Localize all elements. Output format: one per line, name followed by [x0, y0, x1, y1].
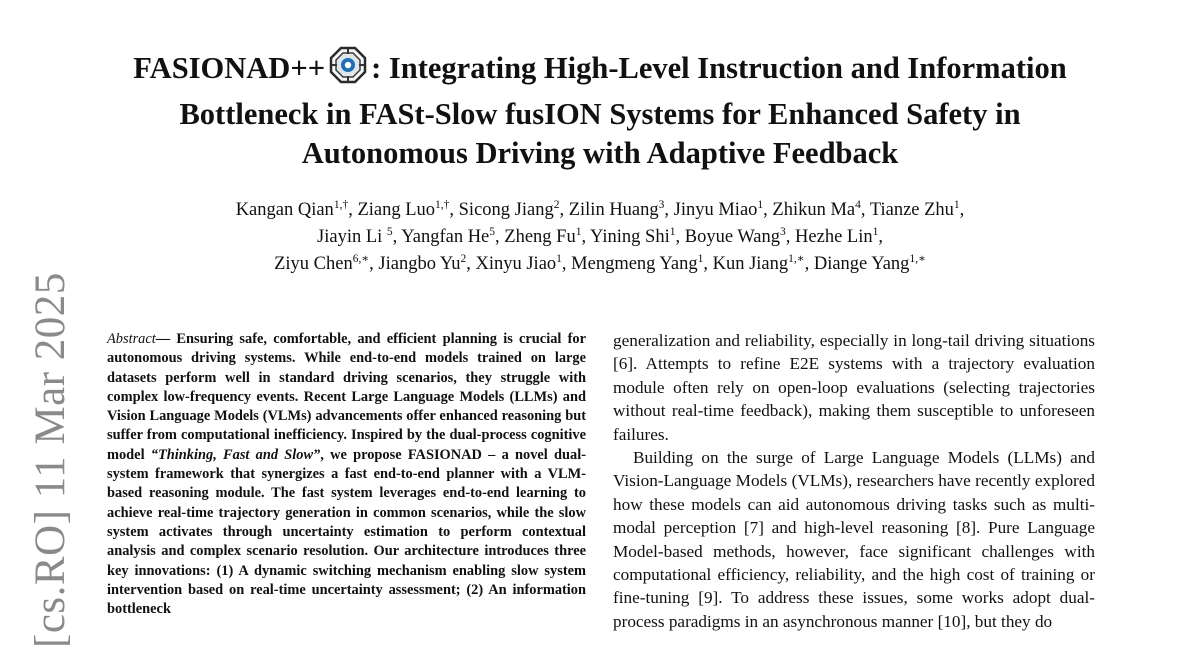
- title-project-name: FASIONAD++: [133, 51, 326, 85]
- author-name: Ziyu Chen: [274, 254, 353, 274]
- author-name: Kun Jiang: [712, 254, 789, 274]
- author-affiliation-mark: 1: [575, 226, 582, 238]
- author-affiliation-mark: 1: [669, 226, 676, 238]
- author-affiliation-mark: 3: [780, 226, 786, 238]
- abstract-text: [107, 330, 586, 619]
- abstract-quote: “Thinking, Fast and Slow”: [150, 446, 321, 463]
- body-paragraph-2: Building on the surge of Large Language Models (LLMs) and Vision-Language Models (VLMs), researchers have recently explored how these models can aid autonomous driving tasks such as multi-modal perception [7] and high-level reasoning [8]. Pure Language Model-based methods, however, face significant challenges with computational efficiency, reliability, and the high cost of training or fine-tuning [9]. To address these issues, some works adopt dual-process paradigms in an asynchronous manner [10], but they do: [613, 448, 1095, 631]
- body-paragraph-1: generalization and reliability, especially in long-tail driving situations [6]. Attempts to refine E2E systems with a trajectory evaluation module often rely on open-loop evaluations (selecting trajectories without real-time feedback), making them susceptible to unforeseen failures.: [613, 331, 1095, 444]
- author-line-3: Ziyu Chen$^{6,∗}$, Jiangbo Yu$^2$, Xinyu Jiao$^1$, Mengmeng Yang$^1$, Kun Jiang$^{1,∗}$, Diange Yang$^{1,∗}$: [274, 253, 926, 274]
- author-affiliation-mark: 6,∗: [352, 253, 370, 265]
- author-name: Sicong Jiang: [458, 200, 554, 220]
- author-affiliation-mark: 1: [953, 199, 960, 211]
- author-affiliation-mark: 3: [658, 199, 665, 211]
- title-line-1: [100, 46, 1100, 95]
- right-column-text: [613, 329, 1095, 633]
- author-name: Tianze Zhu: [869, 200, 954, 220]
- author-name: Jinyu Miao: [673, 200, 758, 220]
- author-affiliation-mark: 5: [489, 226, 496, 238]
- author-affiliation-mark: 2: [460, 253, 467, 265]
- author-affiliation-mark: 2: [553, 199, 560, 211]
- author-line-1: Kangan Qian$^{1,\dagger}$, Ziang Luo$^{1,\dagger}$, Sicong Jiang$^2$, Zilin Huang$^3$, Jinyu Miao$^1$, Zhikun Ma$^4$, Tianze Zhu$^1$,: [235, 199, 965, 220]
- author-name: Ziang Luo: [357, 200, 436, 220]
- author-name: Zheng Fu: [504, 227, 576, 247]
- abstract-body-2: , we propose FASIONAD – a novel dual-system framework that synergizes a fast end-to-end planner with a VLM-based reasoning module. The fast system leverages end-to-end learning to achieve real-time trajectory generation in common scenarios, while the slow system activates through uncertainty estimation to perform contextual analysis and complex scenario resolution. Our architecture introduces three key innovations: (1) A dynamic switching mechanism enabling slow system intervention based on real-time uncertainty assessment; (2) An information bottleneck: [107, 446, 587, 618]
- author-name: Boyue Wang: [684, 227, 781, 247]
- author-affiliation-mark: 1,†: [333, 199, 349, 211]
- author-name: Jiayin Li: [317, 227, 387, 247]
- author-affiliation-mark: 1: [556, 253, 562, 265]
- author-name: Zilin Huang: [568, 200, 659, 220]
- arxiv-identifier: [cs.RO] 11 Mar 2025: [27, 272, 74, 648]
- title-subtitle-start: : Integrating High-Level Instruction and Information: [371, 51, 1067, 85]
- author-affiliation-mark: 1,∗: [788, 253, 805, 265]
- title-line-2: Bottleneck in FASt-Slow fusION Systems for Enhanced Safety in: [179, 96, 1021, 131]
- author-name: Kangan Qian: [235, 200, 334, 220]
- author-affiliation-mark: 1: [872, 226, 879, 238]
- abstract-heading: Abstract: [107, 331, 156, 347]
- author-name: Xinyu Jiao: [475, 254, 557, 274]
- author-line-2: Jiayin Li $^5$, Yangfan He$^5$, Zheng Fu$^1$, Yining Shi$^1$, Boyue Wang$^3$, Hezhe Lin$^1$,: [317, 226, 883, 247]
- octagonal-emblem-icon: [329, 46, 367, 95]
- abstract-body-1: — Ensuring safe, comfortable, and efficient planning is crucial for autonomous driving systems. While end-to-end models trained on large datasets perform well in standard driving scenarios, they struggle with complex low-frequency events. Recent Large Language Models (LLMs) and Vision Language Models (VLMs) advancements offer enhanced reasoning but suffer from computational inefficiency. Inspired by the dual-process cognitive model: [107, 331, 586, 463]
- author-name: Yining Shi: [590, 227, 670, 247]
- author-name: Hezhe Lin: [795, 227, 873, 247]
- paper-title: [100, 46, 1100, 174]
- author-affiliation-mark: 1: [697, 253, 704, 265]
- author-affiliation-mark: 1: [757, 199, 764, 211]
- author-affiliation-mark: 5: [386, 226, 393, 238]
- author-affiliation-mark: 1,∗: [909, 253, 926, 265]
- author-affiliation-mark: 1,†: [435, 199, 450, 211]
- title-line-3: Autonomous Driving with Adaptive Feedback: [301, 136, 899, 170]
- author-list: [100, 197, 1100, 278]
- author-name: Jiangbo Yu: [378, 254, 461, 274]
- author-name: Yangfan He: [401, 227, 490, 247]
- author-name: Mengmeng Yang: [571, 254, 698, 274]
- author-name: Zhikun Ma: [772, 200, 856, 220]
- author-affiliation-mark: 4: [855, 199, 861, 211]
- author-name: Diange Yang: [813, 254, 910, 274]
